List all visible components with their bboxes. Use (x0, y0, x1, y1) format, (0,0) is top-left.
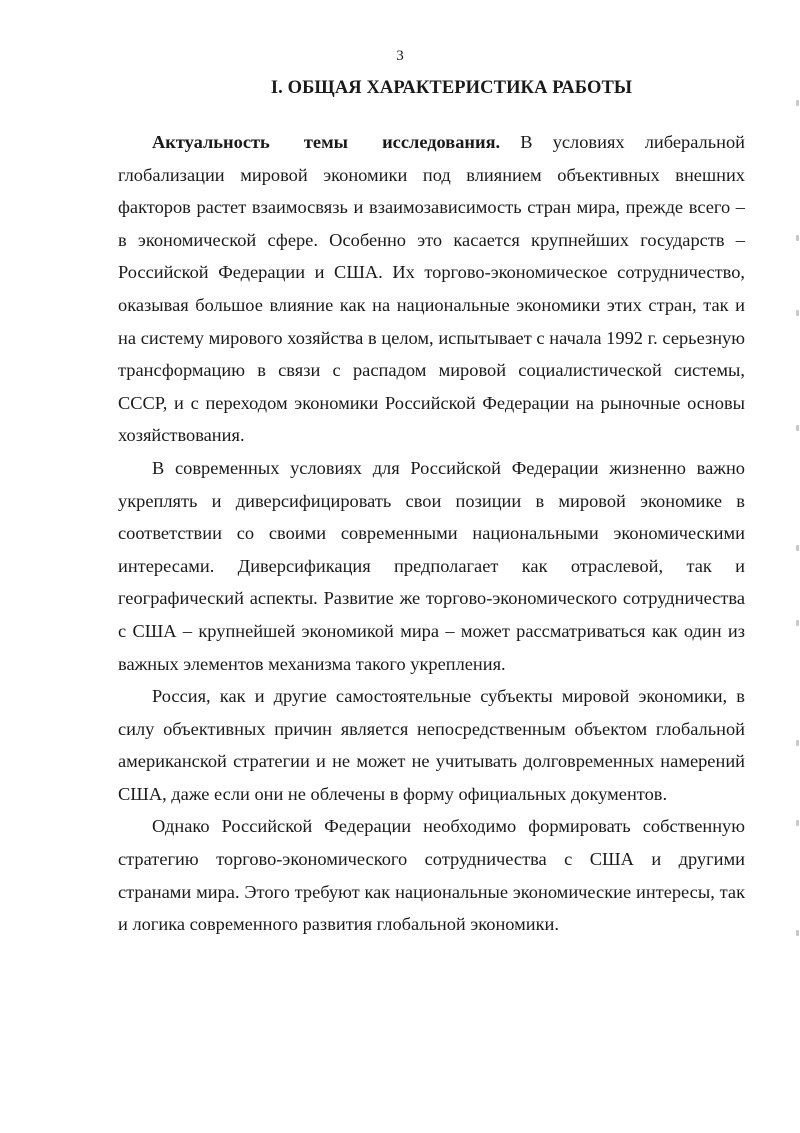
paragraph: Россия, как и другие самостоятельные субъекты мировой экономики, в силу объективных причин является непосредственным объектом глобальной американской стратегии и не может не учитывать долговременных намерений США, даже если они не облечены в форму официальных документов. (118, 686, 745, 804)
section-heading: I. ОБЩАЯ ХАРАКТЕРИСТИКА РАБОТЫ (270, 78, 633, 98)
page-number: 3 (396, 48, 404, 64)
paragraph-lead-bold: Актуальность темы исследования. (152, 132, 501, 152)
scan-edge-artifacts (794, 60, 800, 960)
paragraph-text: В условиях либеральной глобализации мировой экономики под влиянием объективных внешних факторов растет взаимосвязь и взаимозависимость стран мира, прежде всего – в экономической сфере. Особенно это касается крупнейших государств – Российской Федерации и США. Их торгово-экономическое сотрудничество, оказывая большое влияние как на национальные экономики этих стран, так и на систему мирового хозяйства в целом, испытывает с начала 1992 г. серьезную трансформацию в связи с распадом мировой социалистической системы, СССР, и с переходом экономики Российской Федерации на рыночные основы хозяйствования. (118, 132, 745, 446)
body-text (118, 126, 745, 941)
paragraph: В современных условиях для Российской Федерации жизненно важно укреплять и диверсифицировать свои позиции в мировой экономике в соответствии со своими современными национальными экономическими интересами. Диверсификация предполагает как отраслевой, так и географический аспекты. Развитие же торгово-экономического сотрудничества с США – крупнейшей экономикой мира – может рассматриваться как один из важных элементов механизма такого укрепления. (118, 457, 745, 674)
paragraph-relevance (118, 126, 745, 452)
paragraph: Однако Российской Федерации необходимо формировать собственную стратегию торгово-экономического сотрудничества с США и другими странами мира. Этого требуют как национальные экономические интересы, так и логика современного развития глобальной экономики. (118, 816, 745, 935)
